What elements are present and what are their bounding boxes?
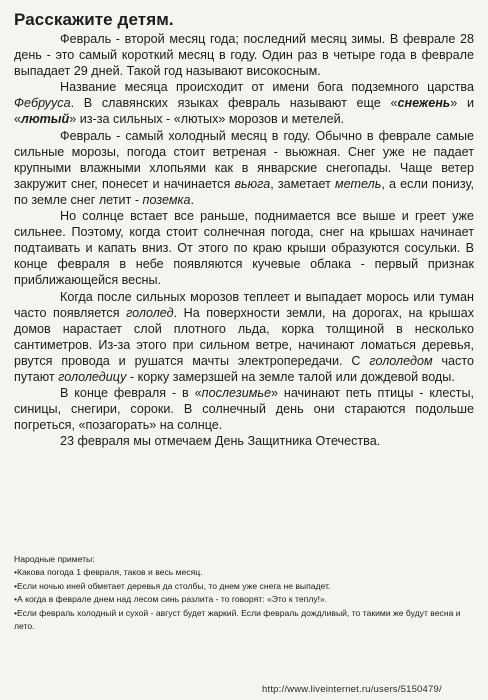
term-poslezimye: послезимье bbox=[201, 386, 271, 401]
folk-sign-text: Если февраль холодный и сухой - август будет жаркий. Если февраль дождливый, то такими же будут весна и лето. bbox=[14, 607, 461, 632]
term-lyutyi: лютый bbox=[21, 112, 70, 127]
paragraph-text: , а если понизу, по земле снег летит - bbox=[14, 176, 474, 207]
term-snezhen: снежень bbox=[397, 96, 451, 111]
paragraph-text: . На поверхности земли, на дорогах, на крышах домов нарастает слой плотного льда, корка толщиной в несколько сантиметров. Из-за этого при сильном ветре, начинают ломаться деревья, рвутся провода и рушатся мачты электропередачи. С bbox=[14, 305, 474, 368]
folk-signs-section bbox=[14, 553, 476, 633]
bullet-icon: • bbox=[14, 567, 18, 578]
paragraph-text: Февраль - самый холодный месяц в году. Обычно в феврале самые сильные морозы, погода стоит ветреная - вьюжная. Снег уже не падает крупными влажными хлопьями как в январские снегопады. Чаще ветер закружит снег, понесет и начинается bbox=[14, 128, 474, 191]
paragraph-end-of-february bbox=[14, 385, 474, 433]
list-item bbox=[14, 607, 476, 634]
list-item bbox=[14, 593, 476, 606]
paragraph-text: Февраль - второй месяц года; последний месяц зимы. В феврале 28 день - это самый короткий месяц в году. Один раз в четыре года в феврале выпадает 29 дней. Такой год называют високосным. bbox=[14, 32, 474, 79]
folk-signs-list bbox=[14, 566, 476, 633]
term-pozemka: поземка bbox=[142, 192, 191, 207]
paragraph-text: » начинают петь птицы - клесты, синицы, снегири, сороки. В солнечный день они стараются подольше погреться, «позагорать» на солнце. bbox=[14, 386, 475, 433]
folk-sign-text: А когда в феврале днем над лесом синь разлита - то говорят: «Это к теплу!». bbox=[17, 594, 328, 605]
bullet-icon: • bbox=[14, 594, 18, 605]
source-url-watermark: http://www.liveinternet.ru/users/5150479/ bbox=[262, 684, 442, 695]
paragraph-text: В конце февраля - в « bbox=[60, 386, 202, 401]
list-item bbox=[14, 566, 476, 579]
paragraph-text: . bbox=[190, 192, 194, 207]
term-febrous: Фебрууса bbox=[14, 96, 71, 111]
paragraph-text: . В славянских языках февраль называют еще « bbox=[70, 96, 398, 111]
article-body bbox=[14, 31, 474, 449]
paragraph-cold-month bbox=[14, 128, 474, 208]
paragraph-text: Но солнце встает все раньше, поднимается все выше и греет уже сильнее. Поэтому, когда стоит солнечная погода, снег на крышах начинает подтаивать и капать вниз. От этого по краю крыши образуются сосульки. В конце февраля в небе появляются кучевые облака - первый признак приближающейся весны. bbox=[14, 209, 474, 288]
term-gololed: гололед bbox=[126, 305, 174, 320]
folk-sign-text: Если ночью иней обметает деревья да столбы, то днем уже снега не выпадет. bbox=[17, 580, 331, 591]
paragraph-text: Название месяца происходит от имени бога подземного царства bbox=[60, 80, 474, 95]
term-gololedica: гололедицу bbox=[58, 369, 127, 384]
paragraph-defender-day bbox=[14, 433, 474, 449]
paragraph-black-ice bbox=[14, 289, 474, 386]
paragraph-february-intro bbox=[14, 31, 474, 79]
term-metel: метель bbox=[335, 176, 382, 191]
folk-sign-text: Какова погода 1 февраля, таков и весь месяц. bbox=[17, 567, 203, 578]
term-vyuga: вьюга bbox=[234, 176, 271, 191]
paragraph-sun-rises bbox=[14, 208, 474, 288]
paragraph-text: 23 февраля мы отмечаем День Защитника Отечества. bbox=[60, 434, 381, 449]
bullet-icon: • bbox=[14, 607, 18, 618]
list-item bbox=[14, 580, 476, 593]
folk-signs-heading: Народные приметы: bbox=[14, 554, 95, 564]
paragraph-month-name bbox=[14, 79, 474, 127]
paragraph-text: Когда после сильных морозов теплеет и выпадает морось или туман часто появляется bbox=[14, 289, 474, 320]
bullet-icon: • bbox=[14, 580, 18, 591]
paragraph-text: » из-за сильных - «лютых» морозов и метелей. bbox=[69, 112, 345, 127]
paragraph-text: » и « bbox=[14, 96, 475, 127]
paragraph-text: - корку замерзшей на земле талой или дождевой воды. bbox=[126, 369, 455, 384]
paragraph-text: часто путают bbox=[14, 353, 474, 384]
term-gololedom: гололедом bbox=[369, 353, 433, 368]
article-title: Расскажите детям. bbox=[14, 10, 174, 29]
paragraph-text: , заметает bbox=[270, 176, 336, 191]
